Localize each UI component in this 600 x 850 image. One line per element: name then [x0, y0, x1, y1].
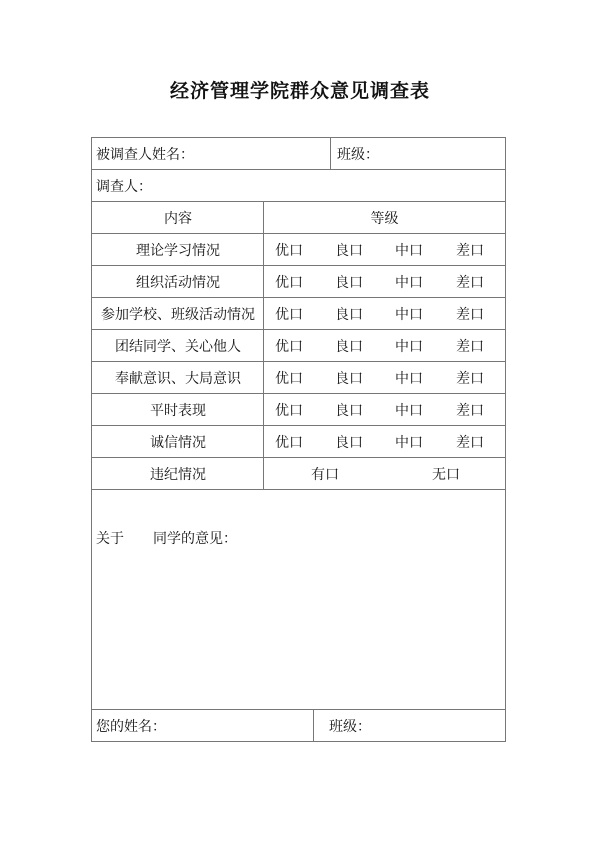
grade-option[interactable]: 差口	[456, 434, 484, 451]
item-label: 组织活动情况	[136, 274, 220, 291]
grade-option[interactable]: 良口	[335, 242, 363, 259]
discipline-yes-option[interactable]: 有口	[311, 466, 339, 483]
table-row	[92, 394, 506, 426]
grade-option[interactable]: 良口	[335, 434, 363, 451]
discipline-no-option[interactable]: 无口	[432, 466, 460, 483]
grade-option[interactable]: 中口	[395, 274, 423, 291]
item-label: 诚信情况	[150, 434, 206, 451]
grade-option[interactable]: 良口	[335, 306, 363, 323]
grade-option[interactable]: 差口	[456, 274, 484, 291]
grade-option[interactable]: 中口	[395, 402, 423, 419]
grade-option[interactable]: 优口	[275, 306, 303, 323]
item-label: 理论学习情况	[136, 242, 220, 259]
respondent-row	[92, 138, 506, 170]
discipline-label: 违纪情况	[150, 466, 206, 483]
table-row	[92, 266, 506, 298]
grade-option[interactable]: 良口	[335, 402, 363, 419]
investigator-row	[92, 170, 506, 202]
survey-table	[91, 137, 506, 742]
table-row	[92, 362, 506, 394]
footer-class-label: 班级：	[329, 718, 371, 735]
grade-option[interactable]: 中口	[395, 370, 423, 387]
grade-header: 等级	[370, 210, 399, 227]
grade-option[interactable]: 差口	[456, 370, 484, 387]
content-header: 内容	[164, 210, 192, 227]
item-label: 奉献意识、大局意识	[115, 370, 241, 387]
item-label: 参加学校、班级活动情况	[101, 306, 255, 323]
grade-option[interactable]: 中口	[395, 434, 423, 451]
grade-option[interactable]: 优口	[275, 402, 303, 419]
table-row	[92, 330, 506, 362]
respondent-name-label: 被调查人姓名：	[96, 146, 194, 163]
grade-option[interactable]: 差口	[456, 338, 484, 355]
grade-option[interactable]: 差口	[456, 242, 484, 259]
grade-option[interactable]: 中口	[395, 242, 423, 259]
footer-row	[92, 710, 506, 742]
item-label: 团结同学、关心他人	[115, 338, 241, 355]
grade-option[interactable]: 优口	[275, 370, 303, 387]
grade-option[interactable]: 良口	[335, 370, 363, 387]
grade-option[interactable]: 中口	[395, 306, 423, 323]
grade-option[interactable]: 中口	[395, 338, 423, 355]
class-label: 班级：	[337, 146, 379, 163]
grade-option[interactable]: 优口	[275, 242, 303, 259]
grade-option[interactable]: 差口	[456, 402, 484, 419]
grade-option[interactable]: 优口	[275, 274, 303, 291]
grade-option[interactable]: 良口	[335, 338, 363, 355]
grade-option[interactable]: 优口	[275, 338, 303, 355]
opinion-suffix: 同学的意见：	[153, 531, 237, 547]
table-row	[92, 298, 506, 330]
your-name-label: 您的姓名：	[96, 718, 166, 735]
grade-option[interactable]: 良口	[335, 274, 363, 291]
table-row	[92, 426, 506, 458]
opinion-prefix: 关于	[96, 531, 124, 547]
investigator-label: 调查人：	[96, 178, 152, 195]
header-row	[92, 202, 506, 234]
table-row	[92, 234, 506, 266]
page-title: 经济管理学院群众意见调查表	[169, 80, 430, 102]
discipline-row	[92, 458, 506, 490]
opinion-row	[92, 490, 506, 710]
item-label: 平时表现	[150, 402, 206, 419]
grade-option[interactable]: 差口	[456, 306, 484, 323]
grade-option[interactable]: 优口	[275, 434, 303, 451]
